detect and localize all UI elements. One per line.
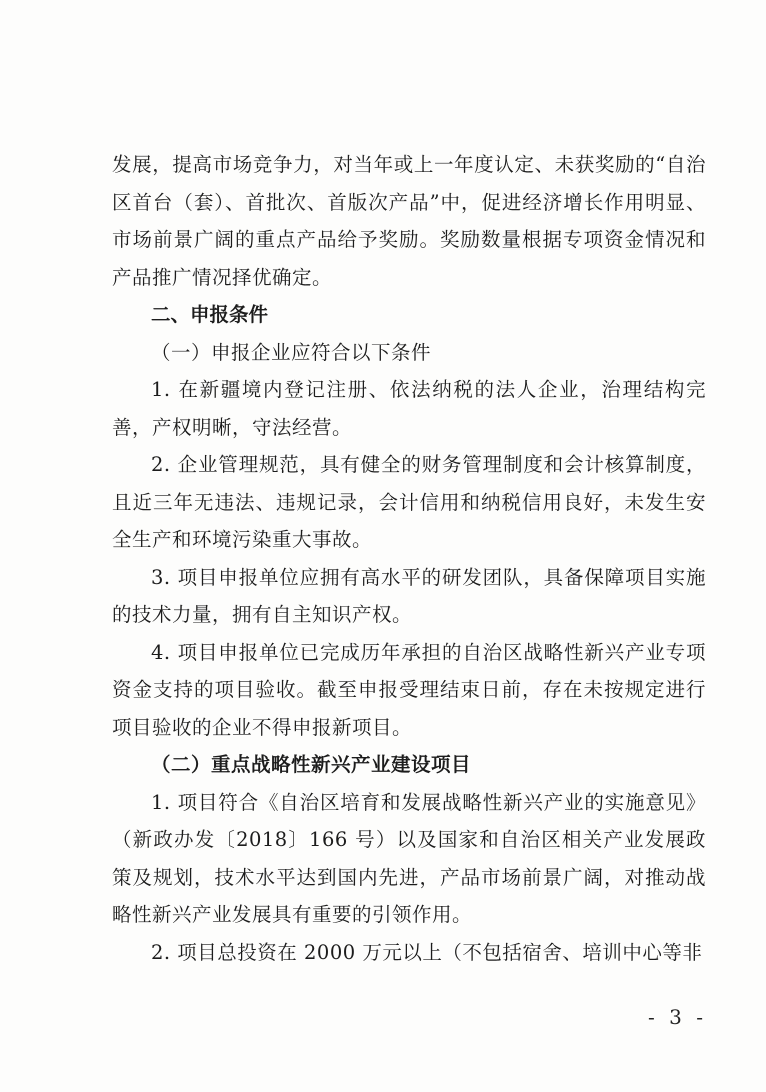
paragraph-condition-1: 1. 在新疆境内登记注册、依法纳税的法人企业，治理结构完善，产权明晰，守法经营。 <box>112 378 706 439</box>
paragraph-project-1: 1. 项目符合《自治区培育和发展战略性新兴产业的实施意见》（新政办发〔2018〕166 号）以及国家和自治区相关产业发展政策及规划，技术水平达到国内先进，产品市场前景广阔，对推动战略性新兴产业发展具有重要的引领作用。 <box>112 790 706 926</box>
document-body <box>112 146 706 971</box>
subsection-heading-enterprise-conditions: （一）申报企业应符合以下条件 <box>151 340 432 364</box>
section-heading-application-conditions: 二、申报条件 <box>151 303 269 326</box>
subsection-heading-key-projects: （二）重点战略性新兴产业建设项目 <box>151 753 472 776</box>
page-number: - 3 - <box>648 1005 707 1029</box>
paragraph-condition-2: 2. 企业管理规范，具有健全的财务管理制度和会计核算制度，且近三年无违法、违规记录，会计信用和纳税信用良好，未发生安全生产和环境污染重大事故。 <box>112 453 706 551</box>
paragraph-condition-3: 3. 项目申报单位应拥有高水平的研发团队，具备保障项目实施的技术力量，拥有自主知识产权。 <box>112 565 706 626</box>
paragraph-award-description: 发展，提高市场竞争力，对当年或上一年度认定、未获奖励的“自治区首台（套）、首批次、首版次产品”中，促进经济增长作用明显、市场前景广阔的重点产品给予奖励。奖励数量根据专项资金情况和产品推广情况择优确定。 <box>112 153 706 289</box>
paragraph-condition-4: 4. 项目申报单位已完成历年承担的自治区战略性新兴产业专项资金支持的项目验收。截至申报受理结束日前，存在未按规定进行项目验收的企业不得申报新项目。 <box>112 640 706 739</box>
paragraph-project-2: 2. 项目总投资在 2000 万元以上（不包括宿舍、培训中心等非 <box>151 940 703 964</box>
